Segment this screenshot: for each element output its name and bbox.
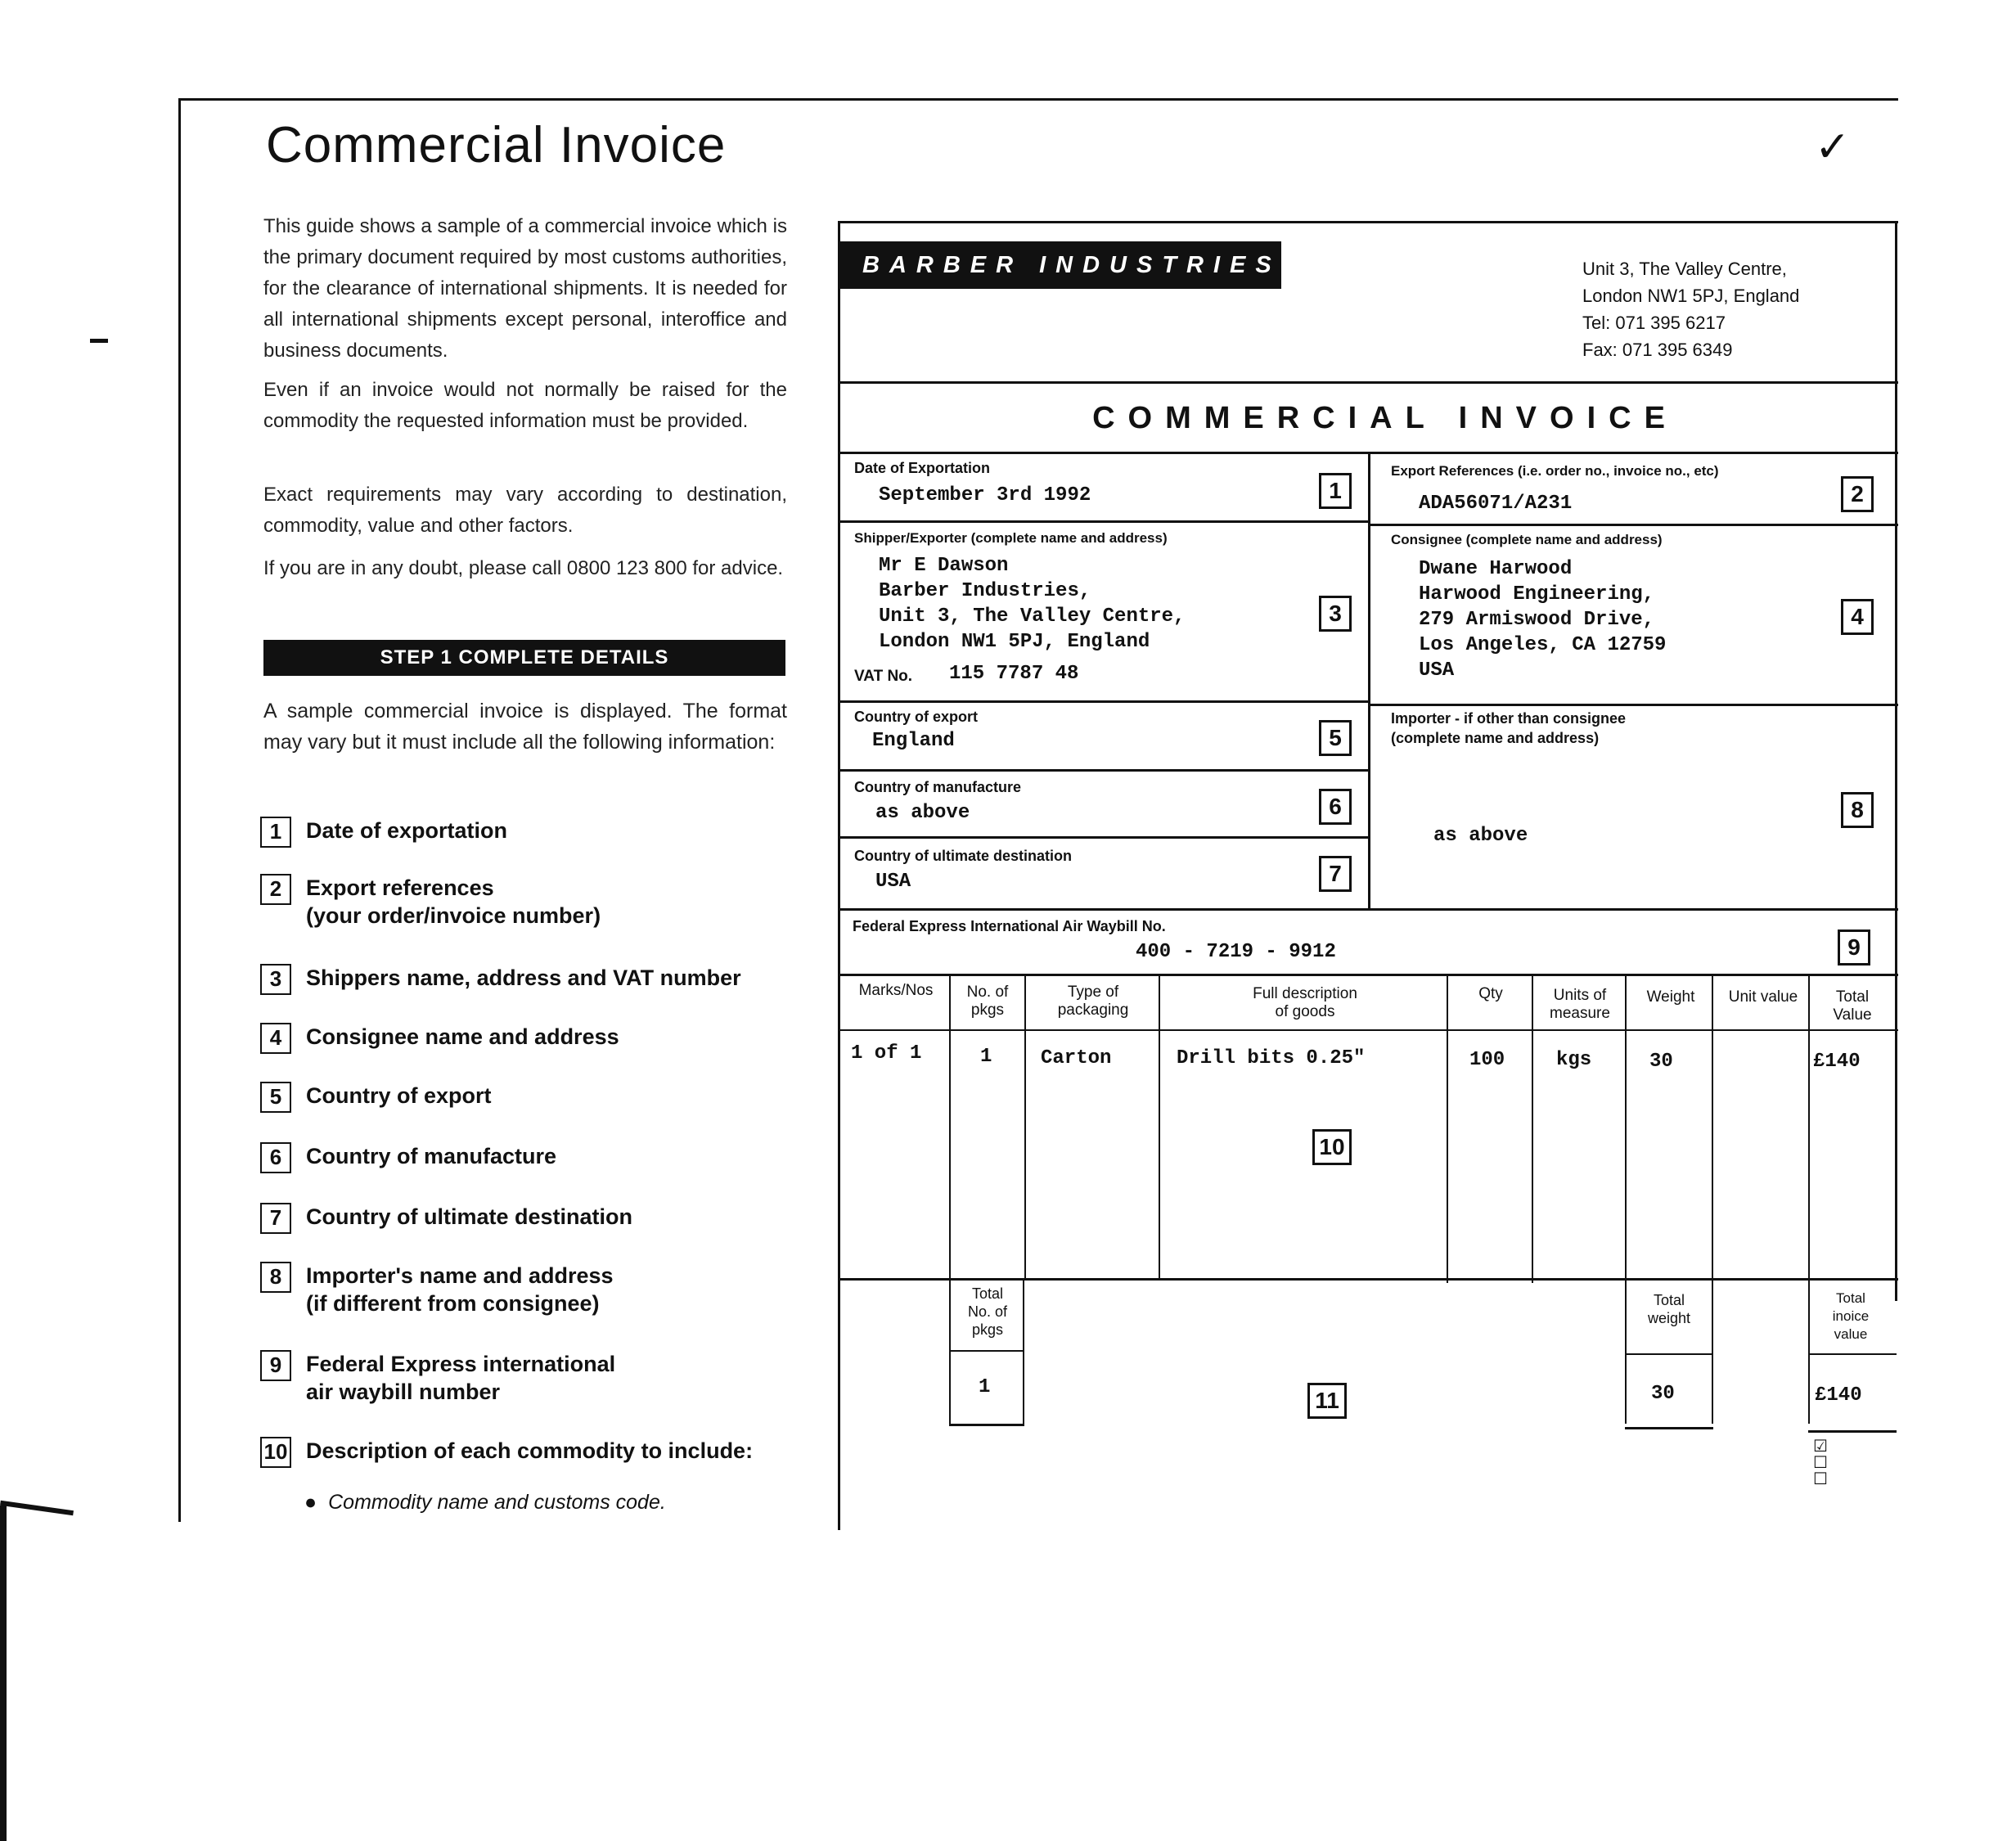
total-pkgs-bottom: [949, 1424, 1024, 1426]
country-dest-value: USA: [875, 871, 911, 893]
cell-type: Carton: [1041, 1047, 1112, 1069]
scan-mark: [90, 339, 108, 343]
total-value-label-line: Total: [1836, 1290, 1865, 1306]
company-address: [1582, 255, 1799, 363]
checked-box-icon: ☑: [1813, 1438, 1828, 1456]
field-box-9: 9: [1838, 930, 1870, 966]
item-number-box: 1: [260, 817, 291, 848]
cell-pkgs: 1: [980, 1046, 992, 1068]
invoice-title: COMMERCIAL INVOICE: [1092, 401, 1678, 435]
checklist-item: [260, 1437, 753, 1468]
total-weight-label-line: weight: [1647, 1310, 1691, 1326]
date-label: Date of Exportation: [854, 460, 991, 476]
page-left-rule: [178, 98, 181, 1522]
total-pkgs-rule: [949, 1350, 1024, 1352]
col-line: [1532, 975, 1533, 1283]
address-line: Tel: 071 395 6217: [1582, 313, 1726, 333]
field-box-5: 5: [1319, 720, 1352, 756]
table-top-divider: [838, 974, 1898, 976]
checklist-item: [260, 1142, 556, 1173]
consignee-line: 279 Armiswood Drive,: [1419, 609, 1655, 631]
checklist-item: [260, 1262, 614, 1317]
address-line: Unit 3, The Valley Centre,: [1582, 259, 1787, 279]
header-units-line1: Units of: [1553, 987, 1607, 1004]
mid-divider: [1368, 452, 1370, 910]
item-text: Country of ultimate destination: [306, 1204, 633, 1229]
col-line: [1712, 975, 1713, 1424]
total-pkgs-label-line: pkgs: [971, 1321, 1004, 1338]
field-box-7: 7: [1319, 856, 1352, 892]
item-number-box: 9: [260, 1350, 291, 1381]
total-value-value: £140: [1815, 1384, 1862, 1407]
waybill-value: 400 - 7219 - 9912: [1136, 941, 1336, 963]
total-weight-label: [1628, 1291, 1710, 1327]
country-dest-label: Country of ultimate destination: [854, 848, 1073, 864]
header-divider: [838, 381, 1898, 384]
importer-value: as above: [1433, 825, 1528, 847]
header-desc-line1: Full description: [1253, 985, 1357, 1002]
shipper-line: Unit 3, The Valley Centre,: [879, 605, 1186, 628]
item-number-box: 8: [260, 1262, 291, 1293]
header-desc: [1162, 985, 1448, 1021]
bullet-text: Commodity name and customs code.: [328, 1491, 666, 1514]
scan-mark: [0, 1506, 7, 1841]
total-value-label-line: value: [1834, 1326, 1868, 1342]
item-text: Importer's name and address: [306, 1263, 614, 1288]
col-line: [949, 975, 951, 1424]
header-total-line2: Value: [1833, 1006, 1872, 1024]
shipper-address: [879, 553, 1185, 655]
row-divider-3: [838, 769, 1368, 772]
item-text: Country of export: [306, 1083, 492, 1108]
item-text: Consignee name and address: [306, 1024, 619, 1049]
checklist-item: [260, 1082, 492, 1113]
item-number-box: 5: [260, 1082, 291, 1113]
total-weight-value: 30: [1651, 1383, 1675, 1405]
total-pkgs-label-line: No. of: [967, 1303, 1008, 1320]
header-unit-value: Unit value: [1728, 988, 1798, 1006]
terms-checkboxes: [1813, 1438, 1828, 1488]
guide-intro: A sample commercial invoice is displayed. The format may vary but it must include all the following information:: [263, 700, 787, 754]
consignee-label: Consignee (complete name and address): [1391, 532, 1663, 547]
country-export-value: England: [872, 730, 955, 752]
total-value-bottom: [1808, 1430, 1897, 1433]
header-total: [1811, 988, 1893, 1024]
header-units-line2: measure: [1550, 1005, 1610, 1022]
header-units: [1535, 987, 1625, 1023]
field-box-2: 2: [1841, 476, 1874, 512]
header-type: [1028, 984, 1159, 1020]
item-text: Description of each commodity to include:: [306, 1438, 754, 1463]
total-pkgs-label-line: Total: [971, 1285, 1004, 1302]
row-divider-right: [1368, 524, 1898, 526]
total-weight-bottom: [1625, 1427, 1713, 1429]
item-text: Date of exportation: [306, 818, 508, 843]
field-box-11: 11: [1307, 1383, 1347, 1419]
export-ref-value: ADA56071/A231: [1419, 493, 1573, 515]
cell-desc: Drill bits 0.25": [1177, 1047, 1366, 1069]
item-number-box: 7: [260, 1203, 291, 1234]
item-text: Shippers name, address and VAT number: [306, 966, 741, 990]
item-number-box: 2: [260, 874, 291, 905]
total-pkgs-label: [952, 1285, 1023, 1339]
shipper-line: Mr E Dawson: [879, 555, 1009, 577]
col-line: [1024, 975, 1026, 1280]
item-number-box: 10: [260, 1437, 291, 1468]
cell-marks: 1 of 1: [851, 1042, 922, 1065]
table-bottom-divider: [838, 1278, 1898, 1281]
vat-value: 115 7787 48: [949, 663, 1079, 685]
field-box-8: 8: [1841, 792, 1874, 828]
item-subtext: (if different from consignee): [306, 1291, 600, 1316]
item-number-box: 4: [260, 1023, 291, 1054]
date-value: September 3rd 1992: [879, 484, 1091, 506]
export-ref-label: Export References (i.e. order no., invoice no., etc): [1391, 463, 1719, 479]
check-mark-icon: ✓: [1815, 124, 1851, 171]
guide-paragraph-3: Exact requirements may vary according to destination, commodity, value and other factors.: [263, 484, 787, 537]
row-divider-left: [838, 520, 1368, 523]
field-box-4: 4: [1841, 599, 1874, 635]
header-pkgs: [952, 984, 1023, 1020]
field-box-6: 6: [1319, 789, 1352, 825]
header-pkgs-line2: pkgs: [970, 1002, 1005, 1019]
address-line: Fax: 071 395 6349: [1582, 340, 1733, 360]
consignee-line: Los Angeles, CA 12759: [1419, 634, 1667, 656]
field-box-1: 1: [1319, 473, 1352, 509]
item-text: Federal Express international: [306, 1352, 616, 1376]
col-line: [1808, 975, 1810, 1424]
item-number-box: 6: [260, 1142, 291, 1173]
total-pkgs-right: [1023, 1278, 1024, 1424]
cell-weight: 30: [1649, 1051, 1673, 1073]
total-value-label: [1810, 1290, 1892, 1344]
header-weight: Weight: [1646, 988, 1695, 1006]
total-value-rule: [1808, 1353, 1897, 1355]
consignee-line: USA: [1419, 659, 1455, 682]
field-box-3: 3: [1319, 596, 1352, 632]
checklist-item: [260, 964, 741, 995]
company-banner: BARBER INDUSTRIES: [838, 241, 1281, 289]
header-desc-line2: of goods: [1275, 1003, 1335, 1020]
bullet-item: [304, 1491, 666, 1515]
step-1-heading: STEP 1 COMPLETE DETAILS: [263, 640, 785, 676]
item-subtext: (your order/invoice number): [306, 903, 601, 928]
header-type-line2: packaging: [1057, 1002, 1129, 1019]
header-marks: Marks/Nos: [858, 982, 934, 999]
guide-paragraph-1: This guide shows a sample of a commercial invoice which is the primary document required by most customs authorities, for the clearance of international shipments. It is needed for all international shipments except personal, interoffice and business documents.: [263, 215, 787, 362]
checklist-item: [260, 874, 601, 930]
cell-qty: 100: [1469, 1049, 1505, 1071]
item-number-box: 3: [260, 964, 291, 995]
row-divider-right-2: [1368, 704, 1898, 706]
guide-title: Commercial Invoice: [266, 117, 727, 173]
total-pkgs-value: 1: [979, 1376, 991, 1398]
form-top-border: [838, 221, 1898, 223]
total-weight-label-line: Total: [1653, 1292, 1685, 1308]
page-top-rule: [180, 98, 1898, 101]
shipper-line: Barber Industries,: [879, 580, 1091, 602]
bullet-icon: ●: [304, 1491, 317, 1514]
row-divider-left-2: [838, 700, 1368, 703]
checklist-item: [260, 1203, 632, 1234]
header-total-line1: Total: [1835, 988, 1870, 1006]
checklist-item: [260, 1350, 615, 1406]
field-box-10: 10: [1312, 1129, 1352, 1165]
header-type-line1: Type of: [1067, 984, 1119, 1001]
cell-total: £140: [1813, 1051, 1861, 1073]
item-subtext: air waybill number: [306, 1380, 501, 1404]
total-value-label-line: inoice: [1832, 1308, 1870, 1324]
scan-mark: [0, 1501, 74, 1515]
col-line: [1159, 975, 1160, 1280]
country-manuf-label: Country of manufacture: [854, 779, 1022, 795]
shipper-label: Shipper/Exporter (complete name and address): [854, 530, 1168, 546]
cell-units: kgs: [1556, 1049, 1592, 1071]
header-pkgs-line1: No. of: [966, 984, 1009, 1001]
checkbox-icon: ☐: [1813, 1470, 1828, 1488]
consignee-address: [1419, 556, 1666, 683]
guide-paragraph-4: If you are in any doubt, please call 0800 123 800 for advice.: [263, 557, 784, 579]
col-line: [1625, 975, 1627, 1424]
item-text: Country of manufacture: [306, 1144, 557, 1168]
waybill-label: Federal Express International Air Waybill No.: [853, 918, 1166, 934]
header-qty: Qty: [1478, 985, 1503, 1002]
row-divider-4: [838, 836, 1368, 839]
waybill-top-divider: [838, 908, 1898, 911]
importer-sublabel: (complete name and address): [1391, 730, 1600, 746]
consignee-line: Dwane Harwood: [1419, 558, 1573, 580]
country-manuf-value: as above: [875, 802, 970, 824]
checklist-item: [260, 817, 507, 848]
col-line: [1447, 975, 1448, 1283]
consignee-line: Harwood Engineering,: [1419, 583, 1655, 605]
item-text: Export references: [306, 875, 494, 900]
table-header-divider: [838, 1029, 1898, 1031]
checklist-item: [260, 1023, 619, 1054]
address-line: London NW1 5PJ, England: [1582, 286, 1800, 306]
country-export-label: Country of export: [854, 709, 978, 725]
form-left-border: [838, 221, 840, 1530]
importer-label: Importer - if other than consignee: [1391, 710, 1627, 727]
total-weight-rule: [1625, 1353, 1713, 1355]
checkbox-icon: ☐: [1813, 1454, 1828, 1472]
vat-label: VAT No.: [854, 668, 913, 685]
shipper-line: London NW1 5PJ, England: [879, 631, 1150, 653]
guide-paragraph-2: Even if an invoice would not normally be raised for the commodity the requested information must be provided.: [263, 379, 787, 432]
